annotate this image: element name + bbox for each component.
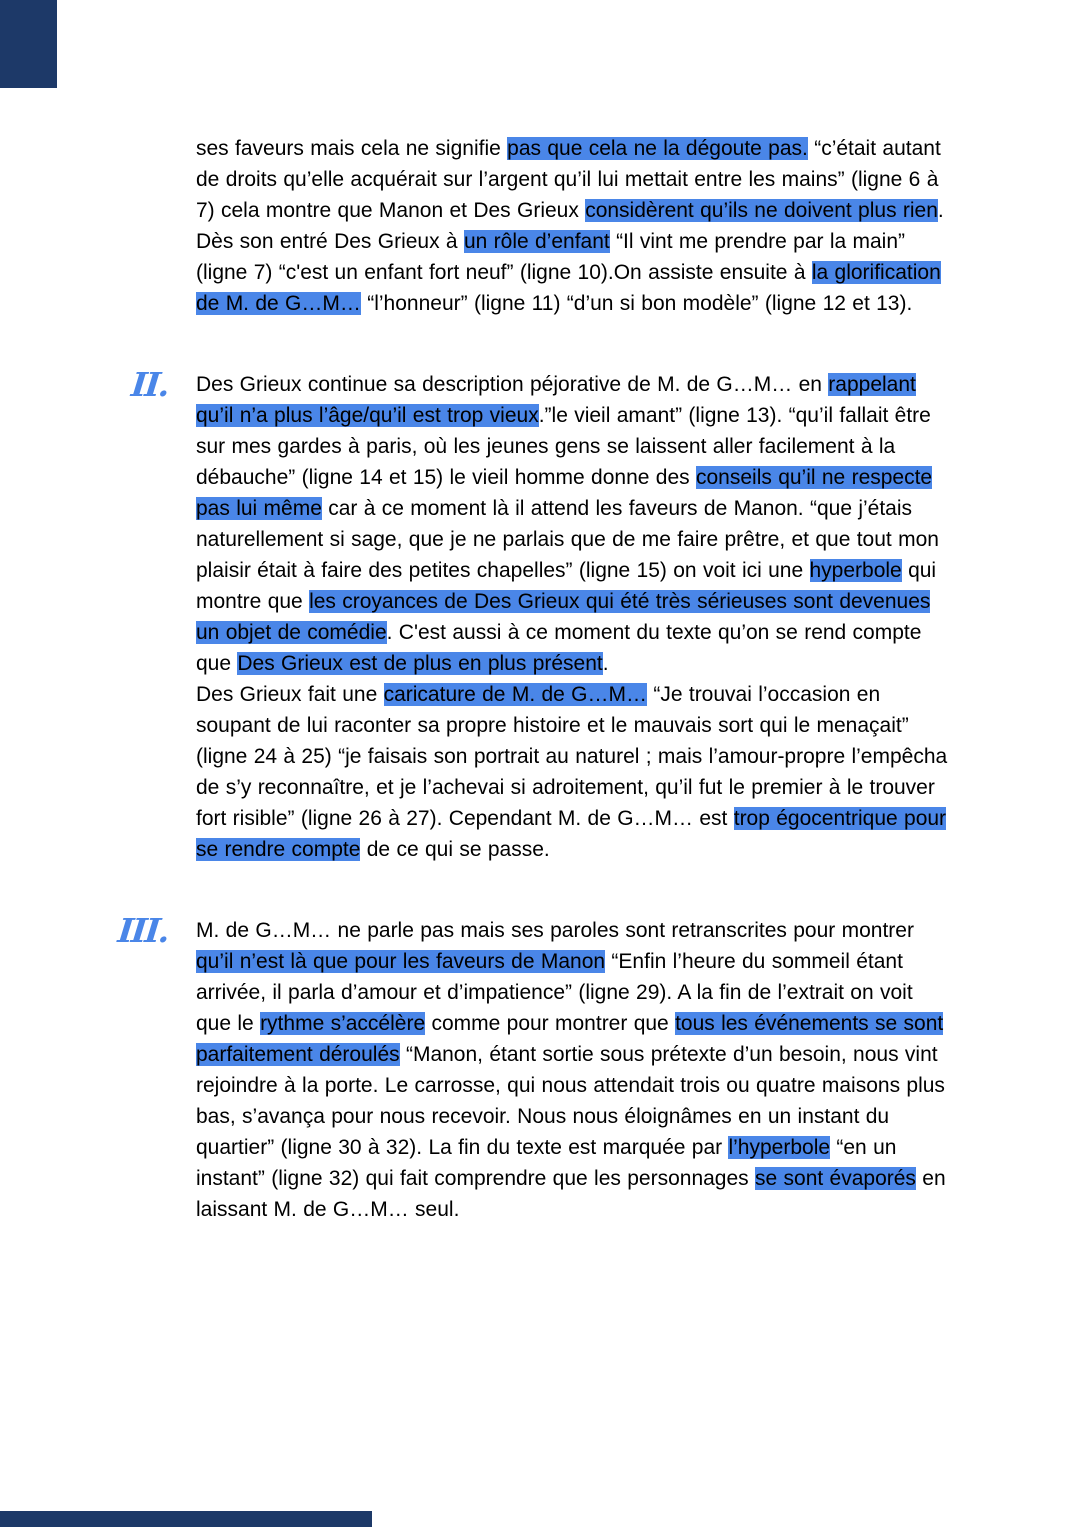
highlighted-text: pas que cela ne la dégoute pas. <box>507 137 808 160</box>
section-1 <box>0 133 1080 319</box>
highlighted-text: l’hyperbole <box>728 1136 831 1159</box>
text-segment: . <box>602 652 609 675</box>
section-2 <box>0 365 1080 865</box>
text-segment: “Manon, étant sortie sous prétexte d’un besoin, nous vint rejoindre à la porte. Le carrosse, qui nous attendait trois ou quatre maisons plus bas, s’avança pour nous recevoir. Nous nous éloignâmes en un instant du quartier” (ligne 30 à 32). La fin du texte est marquée par <box>196 1043 945 1159</box>
highlighted-text: hyperbole <box>809 559 902 582</box>
document-body <box>0 133 1080 1275</box>
text-segment: ses faveurs mais cela ne signifie <box>196 137 508 160</box>
text-segment: qui montre que <box>196 559 937 613</box>
text-segment: M. de G…M… ne parle pas mais ses paroles sont retranscrites pour montrer <box>196 919 914 942</box>
highlighted-text: trop égocentrique pour se rendre compte <box>196 807 947 861</box>
paragraph <box>196 915 948 1225</box>
text-segment: “Je trouvai l’occasion en soupant de lui raconter sa propre histoire et le mauvais sort qui le menaçait” (ligne 24 à 25) “je faisais son portrait au naturel ; mais l’amour-propre l’empêcha de s’y reconnaître, et je l’achevai si adroitement, qu’il fut le premier à le trouver fort risible” (ligne 26 à 27). Cependant M. de G…M… est <box>196 683 948 830</box>
text-segment: “Enfin l’heure du sommeil étant arrivée, il parla d’amour et d’impatience” (ligne 29). A la fin de l’extrait on voit que le <box>196 950 913 1035</box>
highlighted-text: la glorification de M. de G…M… <box>196 261 941 315</box>
highlighted-text: tous les événements se sont parfaitement déroulés <box>196 1012 944 1066</box>
text-segment: Des Grieux fait une <box>196 683 384 706</box>
text-segment: Des Grieux continue sa description péjorative de M. de G…M… en <box>196 373 829 396</box>
section-numeral: III. <box>116 911 171 950</box>
highlighted-text: Des Grieux est de plus en plus présent <box>237 652 603 675</box>
highlighted-text: se sont évaporés <box>755 1167 916 1190</box>
corner-decoration-bottom-left <box>0 1511 372 1527</box>
text-segment: “Il vint me prendre par la main” (ligne 7) “c'est un enfant fort neuf” (ligne 10).On assiste ensuite à <box>196 230 906 284</box>
text-segment: . C'est aussi à ce moment du texte qu’on se rend compte que <box>196 621 922 675</box>
highlighted-text: rappelant qu’il n’a plus l’âge/qu’il est trop vieux <box>196 373 916 427</box>
text-segment: “l’honneur” (ligne 11) “d’un si bon modèle” (ligne 12 et 13). <box>360 292 913 315</box>
text-segment: . <box>937 199 944 222</box>
text-segment: .”le vieil amant” (ligne 13). “qu’il fallait être sur mes gardes à paris, où les jeunes gens se laissent aller facilement à la débauche” (ligne 14 et 15) le vieil homme donne des <box>196 404 931 489</box>
text-segment: Dès son entré Des Grieux à <box>196 230 464 253</box>
corner-decoration-top-left <box>0 0 57 88</box>
text-segment: comme pour montrer que <box>425 1012 676 1035</box>
highlighted-text: conseils qu’il ne respecte pas lui même <box>196 466 933 520</box>
highlighted-text: considèrent qu’ils ne doivent plus rien <box>585 199 938 222</box>
text-segment: de ce qui se passe. <box>360 838 550 861</box>
highlighted-text: les croyances de Des Grieux qui été très sérieuses sont devenues un objet de comédie <box>196 590 931 644</box>
highlighted-text: un rôle d’enfant <box>463 230 610 253</box>
highlighted-text: qu’il n’est là que pour les faveurs de Manon <box>196 950 606 973</box>
paragraph <box>196 133 948 319</box>
text-segment: “c’était autant de droits qu’elle acquérait sur l’argent qu’il lui mettait entre les mains” (ligne 6 à 7) cela montre que Manon et Des Grieux <box>196 137 941 222</box>
paragraph <box>196 369 948 865</box>
text-segment: car à ce moment là il attend les faveurs de Manon. “que j’étais naturellement si sage, que je ne parlais que de me faire prêtre, et que tout mon plaisir était à faire des petites chapelles” (ligne 15) on voit ici une <box>196 497 939 582</box>
text-segment: “en un instant” (ligne 32) qui fait comprendre que les personnages <box>196 1136 897 1190</box>
highlighted-text: rythme s’accélère <box>260 1012 426 1035</box>
section-numeral: II. <box>129 365 171 404</box>
highlighted-text: caricature de M. de G…M… <box>383 683 648 706</box>
text-segment: en laissant M. de G…M… seul. <box>196 1167 946 1221</box>
section-3 <box>0 911 1080 1225</box>
